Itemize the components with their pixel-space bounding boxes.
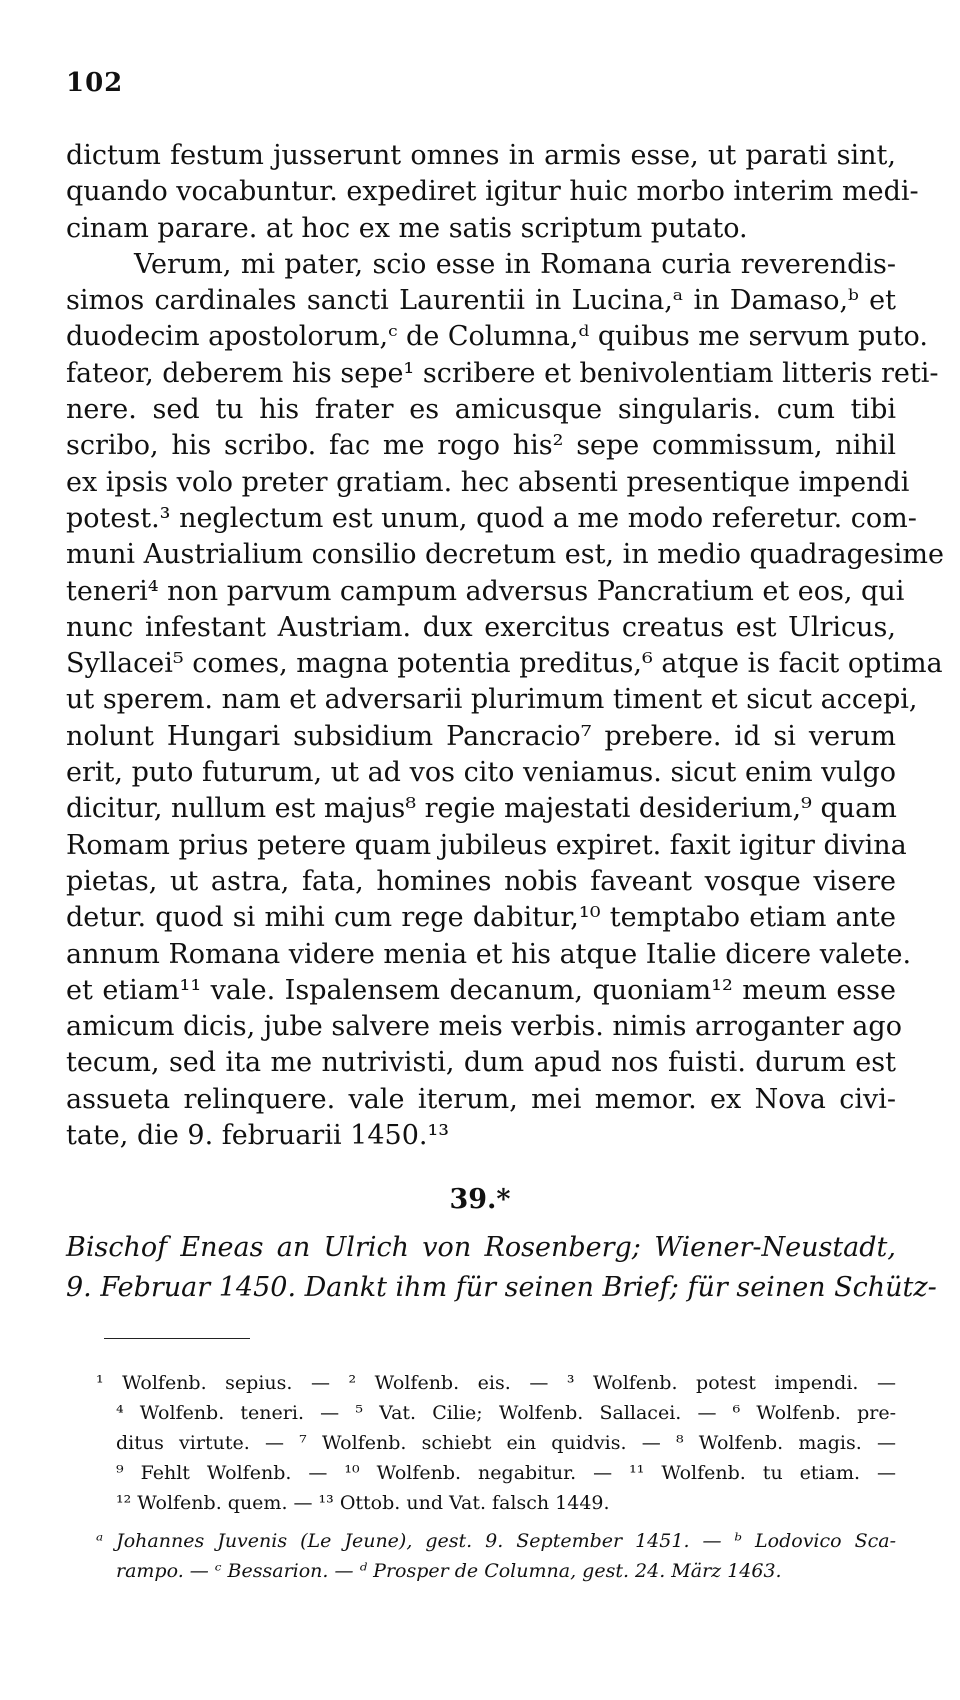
textual-footnotes — [96, 1368, 896, 1518]
text-line: pietas, ut astra, fata, homines nobis faveant vosque visere — [66, 865, 896, 897]
summary-line: 9. Februar 1450. Dankt ihm für seinen Brief; für seinen Schütz- — [66, 1272, 937, 1303]
text-line: potest.³ neglectum est unum, quod a me modo referetur. com- — [66, 502, 917, 534]
text-line: Romam prius petere quam jubileus expiret. faxit igitur divina — [66, 829, 907, 861]
text-line: muni Austrialium consilio decretum est, in medio quadragesime — [66, 539, 944, 571]
footnote-rule — [104, 1338, 250, 1339]
text-line: dicitur, nullum est majus⁸ regie majestati desiderium,⁹ quam — [66, 793, 897, 825]
text-line: nolunt Hungari subsidium Pancracio⁷ prebere. id si verum — [66, 720, 896, 752]
text-line: cinam parare. at hoc ex me satis scriptum putato. — [66, 212, 748, 244]
letter-summary — [66, 1228, 937, 1308]
text-line: scribo, his scribo. fac me rogo his² sepe commissum, nihil — [66, 430, 896, 462]
letter-number-heading: 39.* — [449, 1184, 511, 1215]
footnote-line: ⁹ Fehlt Wolfenb. — ¹⁰ Wolfenb. negabitur. — ¹¹ Wolfenb. tu etiam. — — [116, 1462, 896, 1484]
explanatory-footnotes — [96, 1526, 896, 1586]
footnote-line: ⁴ Wolfenb. teneri. — ⁵ Vat. Cilie; Wolfenb. Sallacei. — ⁶ Wolfenb. pre- — [116, 1402, 896, 1424]
footnote-line: ¹ Wolfenb. sepius. — ² Wolfenb. eis. — ³ Wolfenb. potest impendi. — — [96, 1372, 896, 1394]
footnote-line: ¹² Wolfenb. quem. — ¹³ Ottob. und Vat. falsch 1449. — [116, 1492, 610, 1514]
text-line: simos cardinales sancti Laurentii in Lucina,ᵃ in Damaso,ᵇ et — [66, 285, 896, 317]
text-line: quando vocabuntur. expediret igitur huic morbo interim medi- — [66, 176, 919, 208]
text-line: erit, puto futurum, ut ad vos cito veniamus. sicut enim vulgo — [66, 757, 896, 789]
page-number: 102 — [66, 68, 124, 98]
footnote-line: rampo. — ᶜ Bessarion. — ᵈ Prosper de Columna, gest. 24. März 1463. — [116, 1560, 782, 1582]
text-line: annum Romana videre menia et his atque Italie dicere valete. — [66, 938, 912, 970]
text-line: fateor, deberem his sepe¹ scribere et benivolentiam litteris reti- — [66, 357, 939, 389]
text-line: ut sperem. nam et adversarii plurimum timent et sicut accepi, — [66, 684, 918, 716]
text-line: duodecim apostolorum,ᶜ de Columna,ᵈ quibus me servum puto. — [66, 321, 928, 353]
text-line: teneri⁴ non parvum campum adversus Pancratium et eos, qui — [66, 575, 905, 607]
text-line: Syllacei⁵ comes, magna potentia preditus,⁶ atque is facit optima — [66, 648, 943, 680]
text-line: dictum festum jusserunt omnes in armis esse, ut parati sint, — [66, 140, 896, 171]
text-line: nere. sed tu his frater es amicusque singularis. cum tibi — [66, 394, 896, 426]
text-line: nunc infestant Austriam. dux exercitus creatus est Ulricus, — [66, 611, 896, 643]
footnote-line: ᵃ Johannes Juvenis (Le Jeune), gest. 9. September 1451. — ᵇ Lodovico Sca- — [96, 1530, 896, 1552]
text-line: tecum, sed ita me nutrivisti, dum apud nos fuisti. durum est — [66, 1047, 896, 1079]
summary-line: Bischof Eneas an Ulrich von Rosenberg; Wiener-Neustadt, — [66, 1232, 896, 1263]
text-line: Verum, mi pater, scio esse in Romana curia reverendis- — [134, 248, 896, 280]
text-line: ex ipsis volo preter gratiam. hec absenti presentique impendi — [66, 466, 910, 498]
text-line: et etiam¹¹ vale. Ispalensem decanum, quoniam¹² meum esse — [66, 974, 896, 1006]
text-line: detur. quod si mihi cum rege dabitur,¹⁰ temptabo etiam ante — [66, 902, 896, 934]
letter-body — [66, 138, 944, 1154]
text-line: tate, die 9. februarii 1450.¹³ — [66, 1120, 450, 1152]
footnote-line: ditus virtute. — ⁷ Wolfenb. schiebt ein quidvis. — ⁸ Wolfenb. magis. — — [116, 1432, 896, 1454]
text-line: amicum dicis, jube salvere meis verbis. nimis arroganter ago — [66, 1011, 902, 1043]
text-line: assueta relinquere. vale iterum, mei memor. ex Nova civi- — [66, 1083, 896, 1115]
